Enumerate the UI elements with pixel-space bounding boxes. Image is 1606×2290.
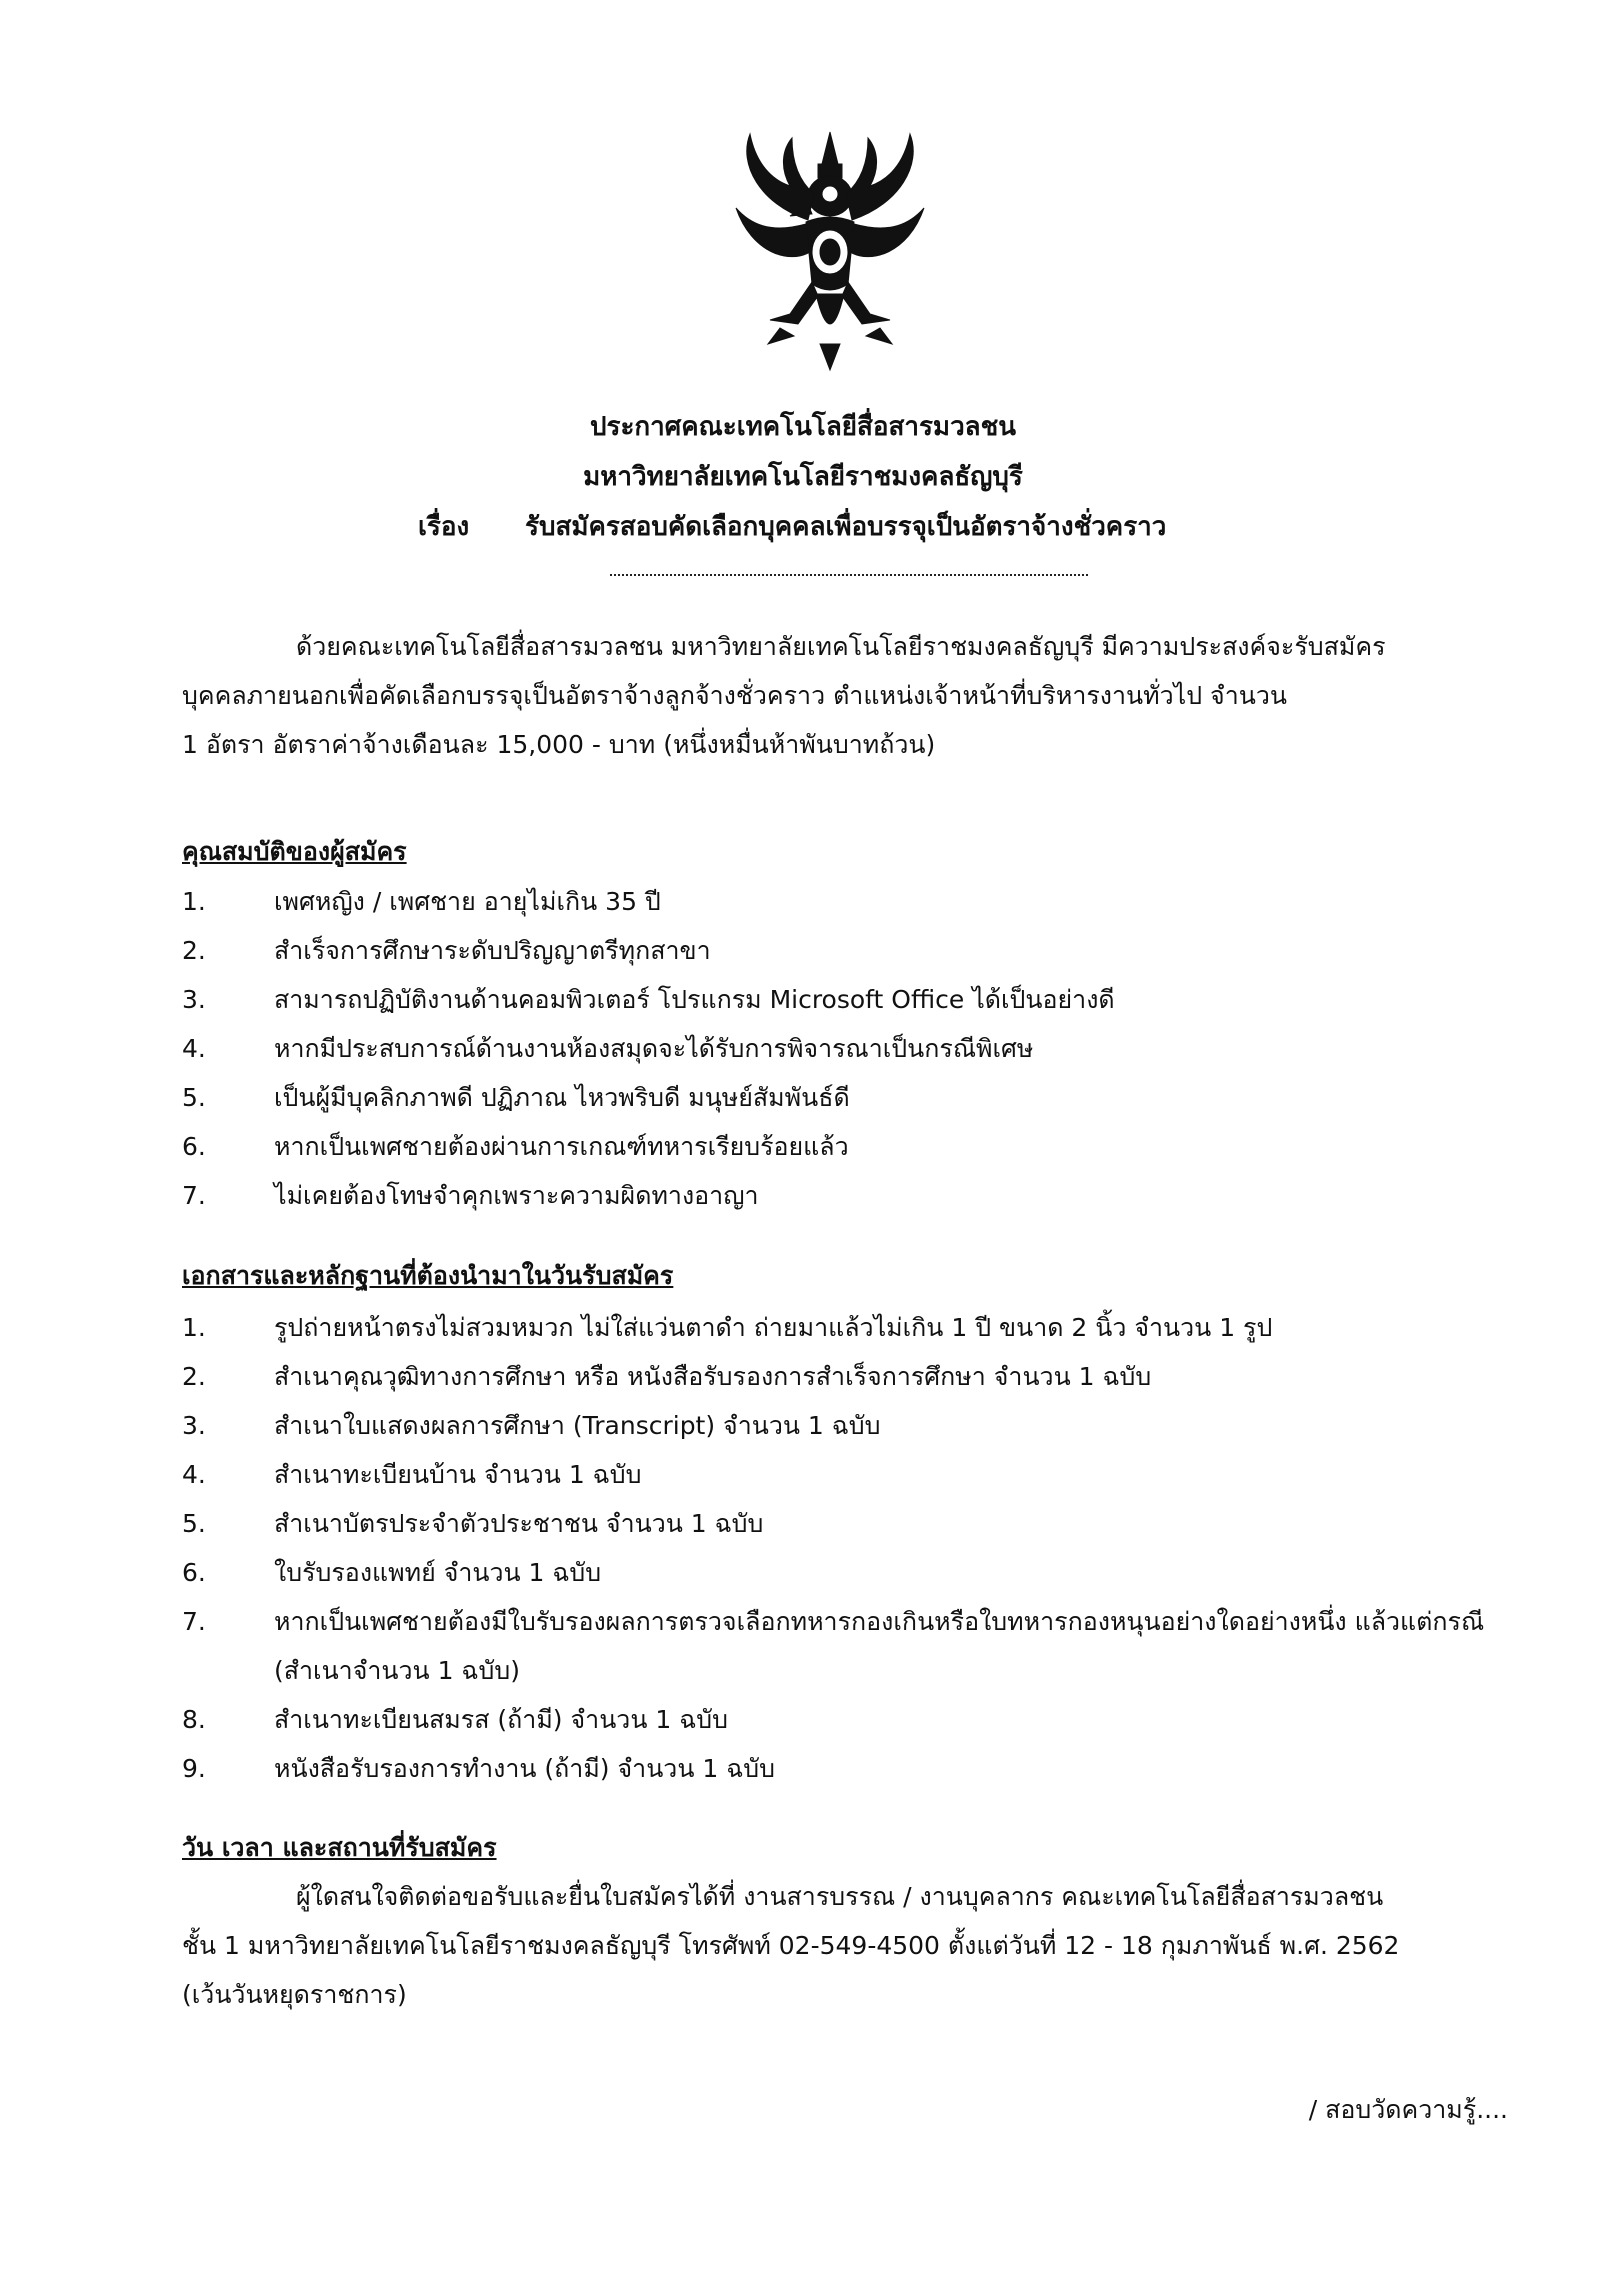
intro-paragraph xyxy=(182,622,1504,769)
documents-list xyxy=(182,1303,1522,1793)
subject-label: เรื่อง xyxy=(418,512,470,542)
subject-line xyxy=(0,502,1606,552)
announcement-header xyxy=(0,402,1606,552)
list-item: 2. สำเร็จการศึกษาระดับปริญญาตรีทุกสาขา xyxy=(182,936,711,965)
garuda-emblem-icon xyxy=(720,124,940,374)
list-item: 1. รูปถ่ายหน้าตรงไม่สวมหมวก ไม่ใส่แว่นตาดำ ถ่ายมาแล้วไม่เกิน 1 ปี ขนาด 2 นิ้ว จำนวน 1 รูป xyxy=(182,1313,1273,1342)
header-line-1: ประกาศคณะเทคโนโลยีสื่อสารมวลชน xyxy=(589,412,1017,442)
list-item: 6. ใบรับรองแพทย์ จำนวน 1 ฉบับ xyxy=(182,1558,602,1587)
list-item: 3. สามารถปฏิบัติงานด้านคอมพิวเตอร์ โปรแกรม Microsoft Office ได้เป็นอย่างดี xyxy=(182,985,1115,1014)
schedule-heading: วัน เวลา และสถานที่รับสมัคร xyxy=(182,1833,497,1862)
header-divider xyxy=(610,574,1088,576)
list-item: 9. หนังสือรับรองการทำงาน (ถ้ามี) จำนวน 1 ฉบับ xyxy=(182,1754,775,1783)
list-item: 2. สำเนาคุณวุฒิทางการศึกษา หรือ หนังสือรับรองการสำเร็จการศึกษา จำนวน 1 ฉบับ xyxy=(182,1362,1152,1391)
subject-text: รับสมัครสอบคัดเลือกบุคคลเพื่อบรรจุเป็นอัตราจ้างชั่วคราว xyxy=(525,512,1167,542)
list-item: 3. สำเนาใบแสดงผลการศึกษา (Transcript) จำนวน 1 ฉบับ xyxy=(182,1411,881,1440)
list-item: 5. เป็นผู้มีบุคลิกภาพดี ปฏิภาณ ไหวพริบดี มนุษย์สัมพันธ์ดี xyxy=(182,1083,850,1112)
qualifications-heading: คุณสมบัติของผู้สมัคร xyxy=(182,837,407,866)
list-item: 4. หากมีประสบการณ์ด้านงานห้องสมุดจะได้รับการพิจารณาเป็นกรณีพิเศษ xyxy=(182,1034,1034,1063)
intro-line-3: 1 อัตรา อัตราค่าจ้างเดือนละ 15,000 - บาท (หนึ่งหมื่นห้าพันบาทถ้วน) xyxy=(182,730,936,759)
list-item: 7. ไม่เคยต้องโทษจำคุกเพราะความผิดทางอาญา xyxy=(182,1181,759,1210)
qualifications-list xyxy=(182,877,1522,1220)
header-line-2: มหาวิทยาลัยเทคโนโลยีราชมงคลธัญบุรี xyxy=(583,462,1023,492)
list-item: 4. สำเนาทะเบียนบ้าน จำนวน 1 ฉบับ xyxy=(182,1460,642,1489)
list-item: 6. หากเป็นเพศชายต้องผ่านการเกณฑ์ทหารเรียบร้อยแล้ว xyxy=(182,1132,849,1161)
schedule-paragraph xyxy=(182,1872,1504,2019)
continued-note: / สอบวัดความรู้.... xyxy=(1308,2095,1508,2124)
list-item: 8. สำเนาทะเบียนสมรส (ถ้ามี) จำนวน 1 ฉบับ xyxy=(182,1705,728,1734)
list-item: 1. เพศหญิง / เพศชาย อายุไม่เกิน 35 ปี xyxy=(182,887,661,916)
list-item: 7. หากเป็นเพศชายต้องมีใบรับรองผลการตรวจเลือกทหารกองเกินหรือใบทหารกองหนุนอย่างใดอย่างหนึ่ง แล้วแต่กรณี (สำเนาจำนวน 1 ฉบับ) xyxy=(182,1607,1485,1685)
schedule-line-2: ชั้น 1 มหาวิทยาลัยเทคโนโลยีราชมงคลธัญบุรี โทรศัพท์ 02-549-4500 ตั้งแต่วันที่ 12 - 18 กุมภาพันธ์ พ.ศ. 2562 xyxy=(182,1931,1400,1960)
schedule-line-1: ผู้ใดสนใจติดต่อขอรับและยื่นใบสมัครได้ที่ งานสารบรรณ / งานบุคลากร คณะเทคโนโลยีสื่อสารมวลชน xyxy=(296,1882,1384,1911)
schedule-line-3: (เว้นวันหยุดราชการ) xyxy=(182,1980,407,2009)
intro-line-2: บุคคลภายนอกเพื่อคัดเลือกบรรจุเป็นอัตราจ้างลูกจ้างชั่วคราว ตำแหน่งเจ้าหน้าที่บริหารงานทั่วไป จำนวน xyxy=(182,681,1287,710)
list-item: 5. สำเนาบัตรประจำตัวประชาชน จำนวน 1 ฉบับ xyxy=(182,1509,764,1538)
intro-line-1: ด้วยคณะเทคโนโลยีสื่อสารมวลชน มหาวิทยาลัยเทคโนโลยีราชมงคลธัญบุรี มีความประสงค์จะรับสมัคร xyxy=(296,632,1386,661)
documents-heading: เอกสารและหลักฐานที่ต้องนำมาในวันรับสมัคร xyxy=(182,1261,674,1290)
